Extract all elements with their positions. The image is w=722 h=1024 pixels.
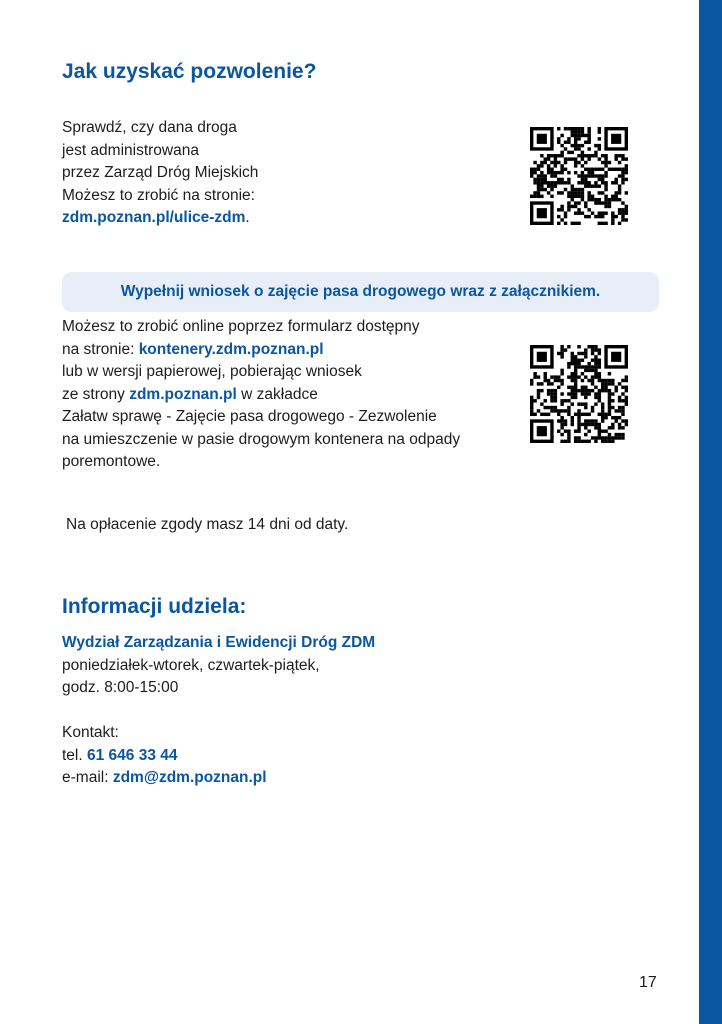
p1-line: Sprawdź, czy dana droga [62, 119, 237, 136]
p2-line: poremontowe. [62, 453, 161, 470]
info-title: Informacji udziela: [62, 595, 247, 618]
department-name: Wydział Zarządzania i Ewidencji Dróg ZDM [62, 634, 376, 651]
p2-line: na umieszczenie w pasie drogowym kontenera na odpady [62, 430, 461, 448]
email-line [62, 767, 375, 790]
phone-label: tel. [62, 746, 87, 764]
payment-note: Na opłacenie zgody masz 14 dni od daty. [66, 516, 349, 533]
phone-number[interactable]: 61 646 33 44 [86, 746, 178, 764]
side-accent-bar [699, 0, 722, 1024]
p2-line: Załatw sprawę - Zajęcie pasa drogowego - Zezwolenie [62, 408, 437, 425]
contact-label: Kontakt: [62, 724, 119, 741]
office-hours: godz. 8:00-15:00 [62, 679, 179, 696]
p1-line: Możesz to zrobić na stronie: [62, 186, 255, 204]
phone-line [62, 745, 375, 768]
check-road-paragraph [62, 117, 258, 230]
email-address[interactable]: zdm@zdm.poznan.pl [112, 769, 267, 786]
qr-code-icon [530, 345, 628, 443]
page-number: 17 [639, 974, 657, 991]
p2-line: lub w wersji papierowej, pobierając wniosek [62, 363, 362, 380]
p1-line: przez Zarząd Dróg Miejskich [62, 164, 259, 181]
kontenery-link[interactable]: kontenery.zdm.poznan.pl [138, 340, 324, 358]
p1-suffix: . [245, 209, 250, 226]
zdm-poznan-link[interactable]: zdm.poznan.pl [129, 385, 237, 403]
section-title-permit: Jak uzyskać pozwolenie? [62, 60, 317, 83]
office-days: poniedziałek-wtorek, czwartek-piątek, [62, 656, 320, 674]
p1-line: jest administrowana [62, 141, 199, 159]
ulice-zdm-link[interactable]: zdm.poznan.pl/ulice-zdm [62, 209, 246, 226]
p2-line: ze strony [62, 385, 130, 403]
qr-code-icon [530, 127, 628, 225]
email-label: e-mail: [62, 769, 113, 786]
application-paragraph [62, 316, 460, 474]
application-banner: Wypełnij wniosek o zajęcie pasa drogowego wraz z załącznikiem. [62, 272, 659, 312]
p2-line: na stronie: [62, 340, 139, 358]
info-block [62, 632, 375, 790]
p2-line: Możesz to zrobić online poprzez formularz dostępny [62, 318, 420, 335]
p2-line: w zakładce [236, 385, 318, 403]
